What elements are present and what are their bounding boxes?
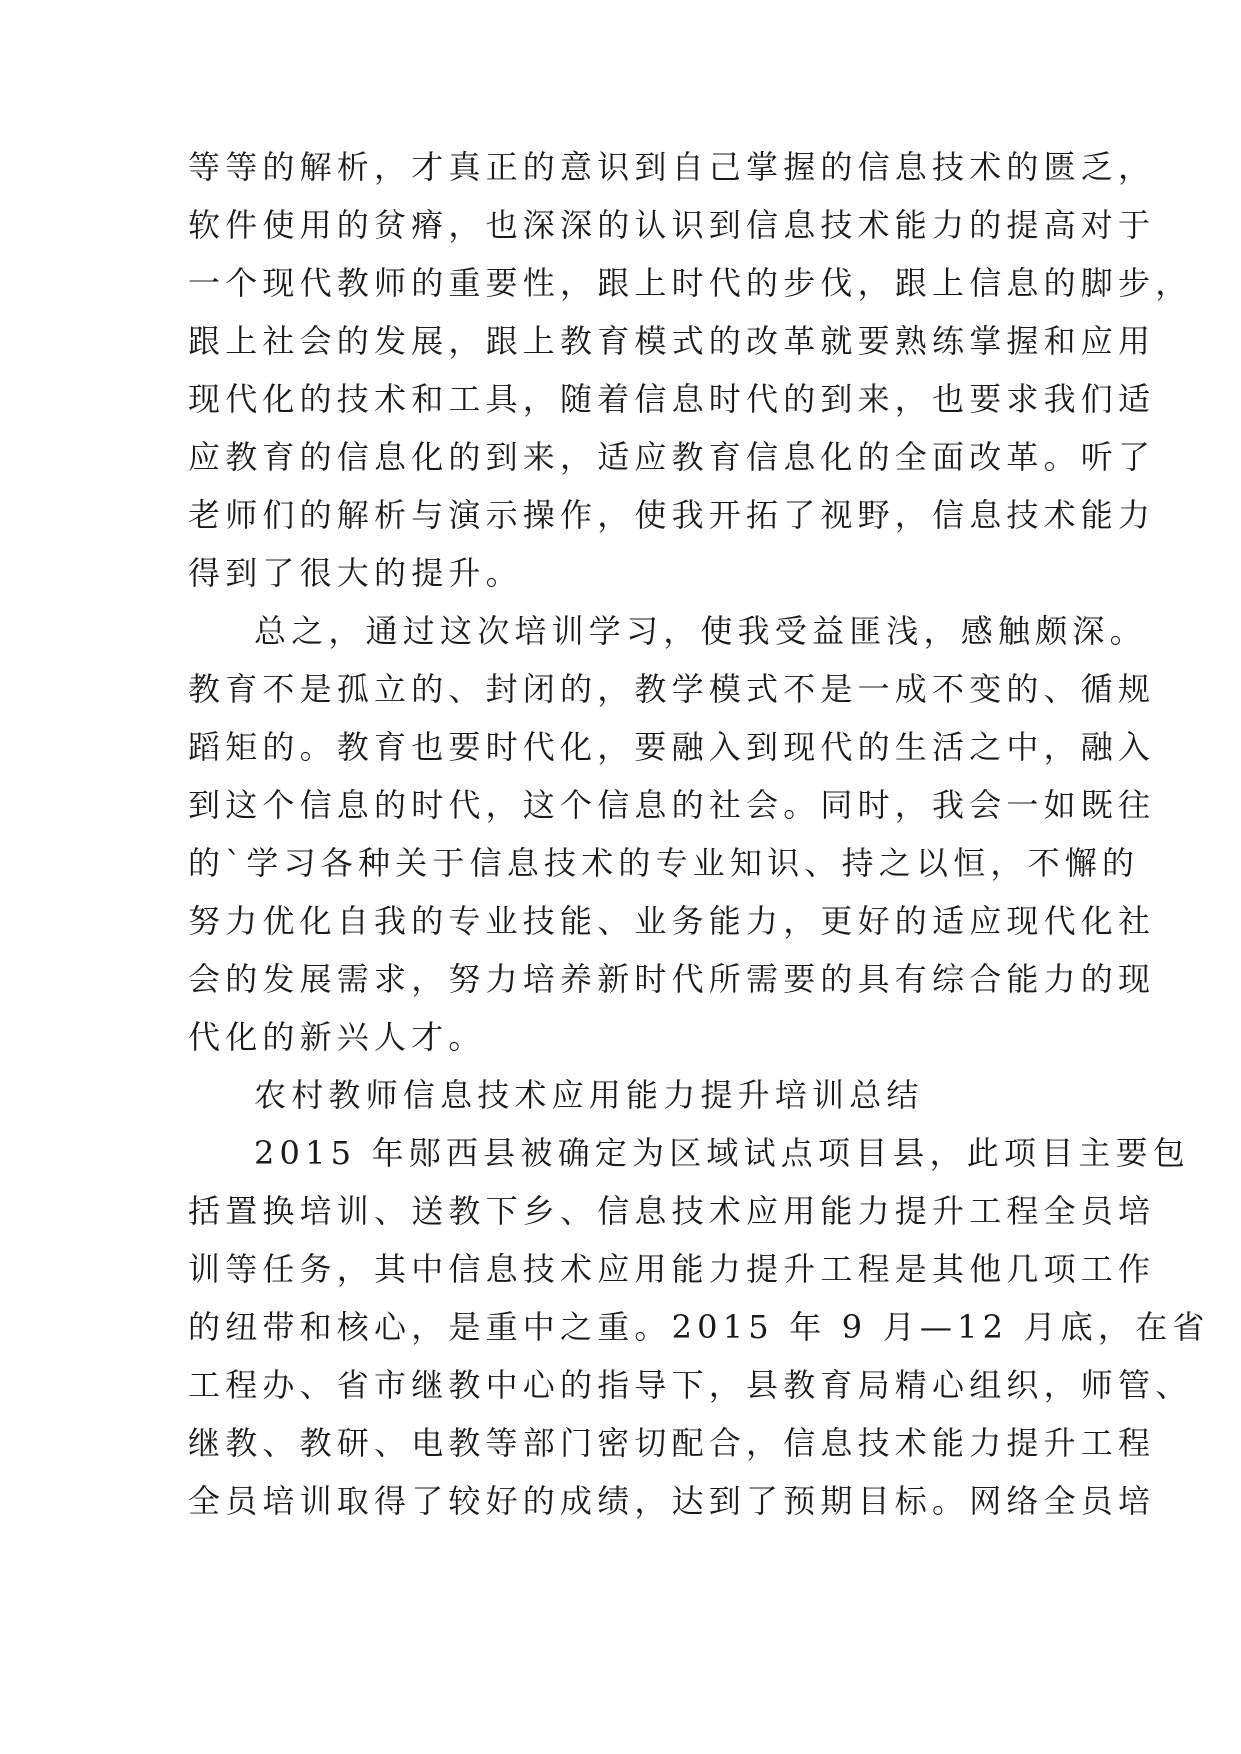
line-text: 软件使用的贫瘠，也深深的认识到信息技术能力的提高对于 [188, 206, 1156, 244]
line-text: 教育不是孤立的、封闭的，教学模式不是一成不变的、循规 [188, 670, 1156, 708]
text-line [0, 1472, 1241, 1530]
line-text: 得到了很大的提升。 [188, 554, 523, 592]
line-text: 括置换培训、送教下乡、信息技术应用能力提升工程全员培 [188, 1192, 1156, 1230]
line-text: 跟上社会的发展，跟上教育模式的改革就要熟练掌握和应用 [188, 322, 1156, 360]
line-text: 努力优化自我的专业技能、业务能力，更好的适应现代化社 [188, 902, 1156, 940]
line-text: 代化的新兴人才。 [188, 1018, 486, 1056]
text-line [0, 834, 1241, 892]
text-line [0, 718, 1241, 776]
text-line [0, 1356, 1241, 1414]
text-line [0, 370, 1241, 428]
line-text: 会的发展需求，努力培养新时代所需要的具有综合能力的现 [188, 960, 1156, 998]
line-text: 2015 年郧西县被确定为区域试点项目县，此项目主要包 [254, 1134, 1191, 1172]
text-line [0, 1414, 1241, 1472]
section-title [0, 1066, 1241, 1124]
text-line [0, 486, 1241, 544]
text-line [0, 196, 1241, 254]
line-text: 到这个信息的时代，这个信息的社会。同时，我会一如既往 [188, 786, 1156, 824]
line-text: 训等任务，其中信息技术应用能力提升工程是其他几项工作 [188, 1250, 1156, 1288]
text-line [0, 428, 1241, 486]
text-line [0, 892, 1241, 950]
text-line [0, 950, 1241, 1008]
text-line [0, 312, 1241, 370]
line-text: 工程办、省市继教中心的指导下，县教育局精心组织，师管、 [188, 1366, 1193, 1404]
line-text: 等等的解析，才真正的意识到自己掌握的信息技术的匮乏， [188, 148, 1156, 186]
paragraph-first-line [0, 602, 1241, 660]
line-text: 蹈矩的。教育也要时代化，要融入到现代的生活之中，融入 [188, 728, 1156, 766]
line-text: 的`学习各种关于信息技术的专业知识、持之以恒，不懈的 [188, 844, 1140, 882]
line-text: 现代化的技术和工具，随着信息时代的到来，也要求我们适 [188, 380, 1156, 418]
section-title-text: 农村教师信息技术应用能力提升培训总结 [254, 1076, 924, 1114]
line-text: 老师们的解析与演示操作，使我开拓了视野，信息技术能力 [188, 496, 1156, 534]
text-line [0, 776, 1241, 834]
line-text: 一个现代教师的重要性，跟上时代的步伐，跟上信息的脚步， [188, 264, 1193, 302]
text-line [0, 138, 1241, 196]
line-text: 总之，通过这次培训学习，使我受益匪浅，感触颇深。 [254, 612, 1147, 650]
line-text: 的纽带和核心，是重中之重。2015 年 9 月—12 月底，在省 [188, 1308, 1210, 1346]
line-text: 全员培训取得了较好的成绩，达到了预期目标。网络全员培 [188, 1482, 1156, 1520]
text-line [0, 1008, 1241, 1066]
line-text: 继教、教研、电教等部门密切配合，信息技术能力提升工程 [188, 1424, 1156, 1462]
text-line [0, 544, 1241, 602]
text-line [0, 660, 1241, 718]
text-line [0, 254, 1241, 312]
paragraph-first-line [0, 1124, 1241, 1182]
text-line [0, 1240, 1241, 1298]
text-line [0, 1298, 1241, 1356]
line-text: 应教育的信息化的到来，适应教育信息化的全面改革。听了 [188, 438, 1156, 476]
text-line [0, 1182, 1241, 1240]
